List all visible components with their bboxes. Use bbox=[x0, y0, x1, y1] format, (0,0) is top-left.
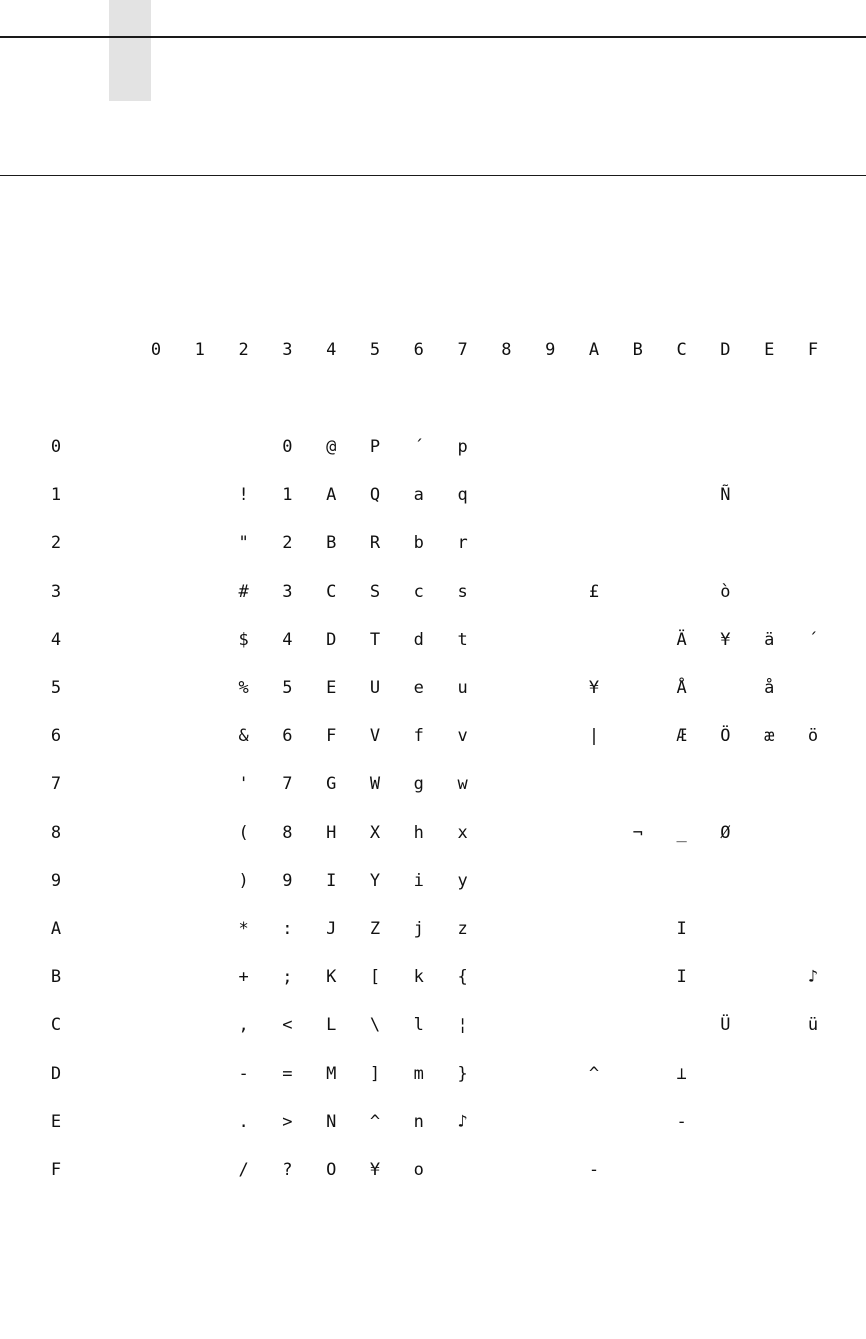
character-cell: ] bbox=[369, 1063, 381, 1084]
character-cell: > bbox=[282, 1111, 293, 1132]
character-cell: v bbox=[457, 726, 468, 747]
row-header: 6 bbox=[50, 726, 62, 747]
character-cell: M bbox=[326, 1063, 337, 1084]
character-cell: G bbox=[326, 774, 337, 795]
character-cell: f bbox=[413, 726, 424, 747]
character-cell: ¥ bbox=[588, 678, 600, 698]
character-cell: R bbox=[369, 533, 381, 554]
character-cell: ö bbox=[807, 726, 819, 747]
column-header: F bbox=[807, 340, 819, 360]
character-cell: 3 bbox=[282, 581, 293, 602]
character-cell: < bbox=[282, 1015, 293, 1036]
character-cell: ⊥ bbox=[676, 1063, 687, 1084]
character-cell: H bbox=[326, 822, 337, 843]
column-header: C bbox=[676, 340, 687, 360]
character-cell: J bbox=[326, 919, 337, 939]
character-cell: ´ bbox=[413, 437, 424, 457]
character-cell: l bbox=[413, 1015, 424, 1036]
character-cell: - bbox=[588, 1160, 600, 1180]
character-cell: ¥ bbox=[720, 629, 731, 650]
character-cell: i bbox=[413, 870, 424, 891]
character-cell: 9 bbox=[282, 870, 293, 891]
character-cell: _ bbox=[676, 822, 687, 843]
character-cell: / bbox=[238, 1160, 249, 1180]
character-cell: å bbox=[764, 678, 775, 698]
character-cell: b bbox=[413, 533, 424, 554]
character-cell: % bbox=[238, 678, 249, 698]
character-cell: L bbox=[326, 1015, 337, 1036]
character-cell: 2 bbox=[282, 533, 293, 554]
character-cell: O bbox=[326, 1160, 337, 1180]
character-cell: C bbox=[326, 581, 337, 602]
character-cell: Z bbox=[369, 919, 381, 939]
character-cell: : bbox=[282, 919, 293, 939]
character-cell: ( bbox=[238, 822, 249, 843]
row-header: D bbox=[50, 1063, 62, 1084]
character-cell: X bbox=[369, 822, 381, 843]
character-cell: ´ bbox=[807, 629, 819, 650]
column-header: 4 bbox=[326, 340, 337, 360]
character-cell: o bbox=[413, 1160, 424, 1180]
character-cell: ü bbox=[807, 1015, 819, 1036]
character-cell: , bbox=[238, 1015, 249, 1036]
character-cell: 6 bbox=[282, 726, 293, 747]
column-header: A bbox=[588, 340, 600, 360]
character-cell: V bbox=[369, 726, 381, 747]
character-cell: Ä bbox=[676, 629, 687, 650]
column-header: D bbox=[720, 340, 731, 360]
character-cell: u bbox=[457, 678, 468, 698]
character-cell: Y bbox=[369, 870, 381, 891]
character-cell: c bbox=[413, 581, 424, 602]
character-cell: s bbox=[457, 581, 468, 602]
character-cell: E bbox=[326, 678, 337, 698]
row-header: 4 bbox=[50, 629, 62, 650]
character-cell: ; bbox=[282, 967, 293, 988]
character-cell: x bbox=[457, 822, 468, 843]
character-cell: g bbox=[413, 774, 424, 795]
character-cell: I bbox=[676, 967, 687, 988]
character-cell: 0 bbox=[282, 437, 293, 457]
column-header: 7 bbox=[457, 340, 468, 360]
row-header: E bbox=[50, 1111, 62, 1132]
character-cell: ¬ bbox=[632, 822, 643, 843]
character-cell: e bbox=[413, 678, 424, 698]
character-cell: d bbox=[413, 629, 424, 650]
character-cell: Å bbox=[676, 678, 687, 698]
character-cell: w bbox=[457, 774, 468, 795]
character-cell: ò bbox=[720, 581, 731, 602]
character-cell: U bbox=[369, 678, 381, 698]
character-cell: y bbox=[457, 870, 468, 891]
column-header: 3 bbox=[282, 340, 293, 360]
character-cell: 7 bbox=[282, 774, 293, 795]
character-cell: - bbox=[676, 1111, 687, 1132]
character-cell: | bbox=[588, 726, 600, 747]
row-header: B bbox=[50, 967, 62, 988]
character-cell: ♪ bbox=[457, 1111, 468, 1132]
character-cell: ¦ bbox=[457, 1015, 468, 1036]
row-header: A bbox=[50, 919, 62, 939]
character-cell: W bbox=[369, 774, 381, 795]
character-cell: 8 bbox=[282, 822, 293, 843]
character-cell: a bbox=[413, 485, 424, 506]
character-cell: { bbox=[457, 967, 468, 988]
character-cell: [ bbox=[369, 967, 381, 988]
character-cell: N bbox=[326, 1111, 337, 1132]
character-cell: " bbox=[238, 533, 249, 554]
character-cell: h bbox=[413, 822, 424, 843]
character-cell: \ bbox=[369, 1015, 381, 1036]
character-cell: æ bbox=[764, 726, 775, 747]
character-cell: ^ bbox=[369, 1111, 381, 1132]
row-header: F bbox=[50, 1160, 62, 1180]
character-cell: ¥ bbox=[369, 1160, 381, 1180]
character-cell: F bbox=[326, 726, 337, 747]
character-cell: = bbox=[282, 1063, 293, 1084]
character-cell: Æ bbox=[676, 726, 687, 747]
character-cell: Ø bbox=[720, 822, 731, 843]
character-cell: m bbox=[413, 1063, 424, 1084]
character-cell: r bbox=[457, 533, 468, 554]
character-cell: B bbox=[326, 533, 337, 554]
column-header: B bbox=[632, 340, 643, 360]
column-header: 9 bbox=[545, 340, 556, 360]
character-cell: K bbox=[326, 967, 337, 988]
character-cell: A bbox=[326, 485, 337, 506]
character-cell: * bbox=[238, 919, 249, 939]
row-header: 0 bbox=[50, 437, 62, 457]
character-cell: z bbox=[457, 919, 468, 939]
character-cell: ♪ bbox=[807, 967, 819, 988]
character-cell: ) bbox=[238, 870, 249, 891]
row-header: 3 bbox=[50, 581, 62, 602]
column-header: E bbox=[764, 340, 775, 360]
column-header: 5 bbox=[369, 340, 381, 360]
character-cell: ? bbox=[282, 1160, 293, 1180]
character-cell: + bbox=[238, 967, 249, 988]
character-cell: D bbox=[326, 629, 337, 650]
character-cell: n bbox=[413, 1111, 424, 1132]
column-header: 6 bbox=[413, 340, 424, 360]
row-header: 5 bbox=[50, 678, 62, 698]
character-cell: @ bbox=[326, 437, 337, 457]
character-cell: ä bbox=[764, 629, 775, 650]
character-cell: P bbox=[369, 437, 381, 457]
row-header: C bbox=[50, 1015, 62, 1036]
character-cell: I bbox=[326, 870, 337, 891]
character-cell: S bbox=[369, 581, 381, 602]
row-header: 1 bbox=[50, 485, 62, 506]
character-cell: 4 bbox=[282, 629, 293, 650]
character-cell: Ü bbox=[720, 1015, 731, 1036]
character-cell: j bbox=[413, 919, 424, 939]
column-header: 8 bbox=[501, 340, 512, 360]
character-cell: 1 bbox=[282, 485, 293, 506]
character-cell: ! bbox=[238, 485, 249, 506]
character-cell: ^ bbox=[588, 1063, 600, 1084]
character-cell: Q bbox=[369, 485, 381, 506]
character-cell: } bbox=[457, 1063, 468, 1084]
row-header: 7 bbox=[50, 774, 62, 795]
character-cell: £ bbox=[588, 581, 600, 602]
character-cell: & bbox=[238, 726, 249, 747]
character-cell: # bbox=[238, 581, 249, 602]
character-cell: q bbox=[457, 485, 468, 506]
column-header: 2 bbox=[238, 340, 249, 360]
column-header: 0 bbox=[150, 340, 162, 360]
row-header: 9 bbox=[50, 870, 62, 891]
character-cell: . bbox=[238, 1111, 249, 1132]
character-cell: 5 bbox=[282, 678, 293, 698]
character-cell: T bbox=[369, 629, 381, 650]
row-header: 8 bbox=[50, 822, 62, 843]
character-cell: ' bbox=[238, 774, 249, 795]
character-cell: Ö bbox=[720, 726, 731, 747]
character-cell: $ bbox=[238, 629, 249, 650]
character-cell: Ñ bbox=[720, 485, 731, 506]
character-cell: t bbox=[457, 629, 468, 650]
character-cell: I bbox=[676, 919, 687, 939]
character-cell: k bbox=[413, 967, 424, 988]
column-header: 1 bbox=[194, 340, 205, 360]
character-cell: p bbox=[457, 437, 468, 457]
character-cell: - bbox=[238, 1063, 249, 1084]
row-header: 2 bbox=[50, 533, 62, 554]
